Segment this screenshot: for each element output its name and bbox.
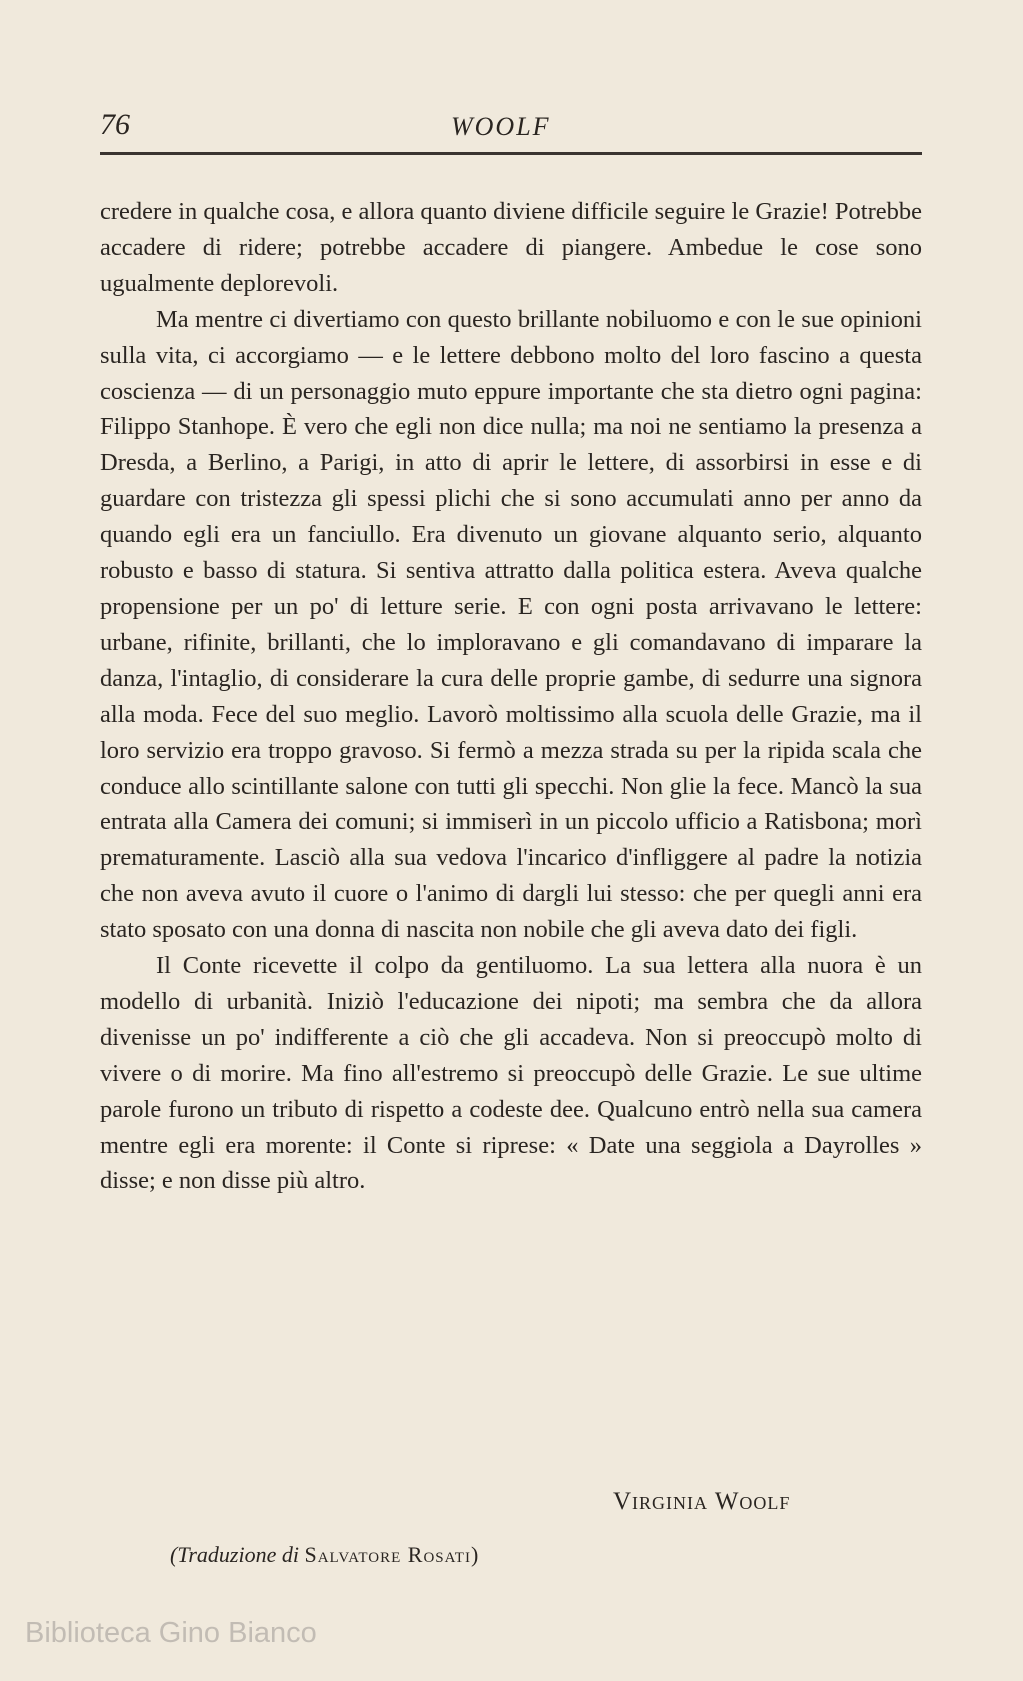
page-number: 76 — [100, 108, 130, 141]
running-title: WOOLF — [451, 112, 551, 141]
library-watermark: Biblioteca Gino Bianco — [25, 1617, 317, 1649]
translation-credit — [170, 1542, 479, 1568]
translator-name: Salvatore Rosati) — [304, 1542, 480, 1567]
translation-label: (Traduzione di — [170, 1542, 299, 1567]
paragraph-1: credere in qualche cosa, e allora quanto diviene difficile seguire le Grazie! Potrebbe accadere di ridere; potrebbe accadere di piangere. Ambedue le cose sono ugualmente deplorevoli. — [100, 198, 922, 297]
paragraph-3: Il Conte ricevette il colpo da gentiluomo. La sua lettera alla nuora è un modello di urbanità. Iniziò l'educazione dei nipoti; ma sembra che da allora divenisse un po' indifferente a ciò che gli accadeva. Non si preoccupò molto di vivere o di morire. Ma fino all'estremo si preoccupò delle Grazie. Le sue ultime parole furono un tributo di rispetto a codeste dee. Qualcuno entrò nella sua camera mentre egli era morente: il Conte si riprese: « Date una seggiola a Dayrolles » disse; e non disse più altro. — [100, 952, 922, 1195]
header-rule — [100, 152, 922, 155]
paragraph-2: Ma mentre ci divertiamo con questo brillante nobiluomo e con le sue opinioni sulla vita, ci accorgiamo — e le lettere debbono molto del loro fascino a questa coscienza — di un personaggio muto eppure importante che sta dietro ogni pagina: Filippo Stanhope. È vero che egli non dice nulla; ma noi ne sentiamo la presenza a Dresda, a Berlino, a Parigi, in atto di aprir le lettere, di assorbirsi in esse e di guardare con tristezza gli spessi plichi che si sono accumulati anno per anno da quando egli era un fanciullo. Era divenuto un giovane alquanto serio, alquanto robusto e basso di statura. Si sentiva attratto dalla politica estera. Aveva qualche propensione per un po' di letture serie. E con ogni posta arrivavano le lettere: urbane, rifinite, brillanti, che lo imploravano e gli comandavano di imparare la danza, l'intaglio, di considerare la cura delle proprie gambe, di sedurre una signora alla moda. Fece del suo meglio. Lavorò moltissimo alla scuola delle Grazie, ma il loro servizio era troppo gravoso. Si fermò a mezza strada su per la ripida scala che conduce allo scintillante salone con tutti gli specchi. Non glie la fece. Mancò la sua entrata alla Camera dei comuni; si immiserì in un piccolo ufficio a Ratisbona; morì prematuramente. Lasciò alla sua vedova l'incarico d'infliggere al padre la notizia che non aveva avuto il cuore o l'animo di dargli lui stesso: che per quegli anni era stato sposato con una donna di nascita non nobile che gli aveva dato dei figli. — [100, 305, 922, 944]
body-text — [100, 194, 922, 1199]
author-signature: Virginia Woolf — [613, 1488, 791, 1515]
